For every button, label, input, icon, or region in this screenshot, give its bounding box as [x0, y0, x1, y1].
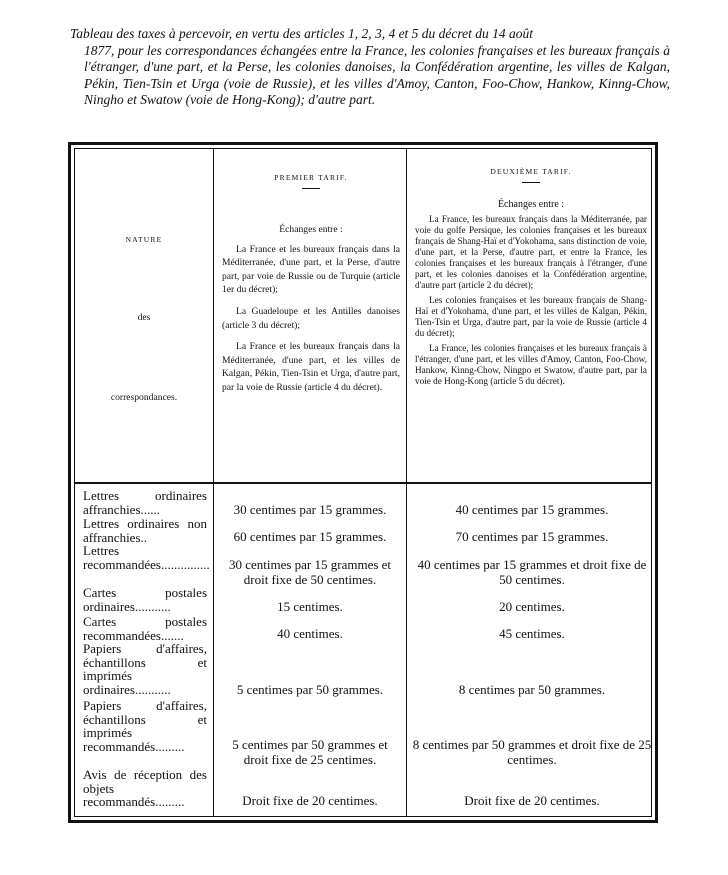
tarif-2-para: La France, les bureaux français dans la Méditerranée, par voie du golfe Persique, les colonies françaises et les bureaux français de Shang-Haï et d'Yokohama, sans distinction de voie, d'une part, et la Perse, d'autre part, et entre la France, les colonies françaises et les bureaux français à l'étranger, d'une part, et les colonies danoises et la Confédération argentine, d'autre part (article 2 du décret);	[415, 214, 647, 290]
tarif-2-value: 20 centimes.	[499, 599, 565, 614]
row-label: Papiers d'affaires, échantillons et imprimés recommandés.........	[83, 698, 207, 754]
table-caption	[70, 26, 670, 109]
tarif-1-title: PREMIER TARIF.	[274, 173, 348, 182]
row-label: Avis de réception des objets recommandés.........	[83, 767, 207, 810]
title-rule	[302, 188, 320, 189]
caption-first-line: Tableau des taxes à percevoir, en vertu des articles 1, 2, 3, 4 et 5 du décret du 14 août	[70, 26, 534, 41]
title-rule	[522, 182, 540, 183]
table-inner-border	[74, 148, 652, 817]
tarif-2-value: 8 centimes par 50 grammes et droit fixe de 25 centimes.	[412, 737, 652, 767]
row-label: Cartes postales ordinaires...........	[83, 585, 207, 614]
tarif-2-value: 40 centimes par 15 grammes et droit fixe de 50 centimes.	[417, 557, 647, 587]
row-label: Cartes postales recommandées.......	[83, 614, 207, 643]
tarif-2-intro: Échanges entre :	[497, 199, 565, 210]
header-divider	[75, 482, 651, 484]
row-label: Lettres ordinaires affranchies......	[83, 488, 207, 517]
row-label: Lettres ordinaires non affranchies..	[83, 516, 207, 545]
tarif-2-value: 8 centimes par 50 grammes.	[458, 682, 606, 697]
tarif-1-value: 60 centimes par 15 grammes.	[233, 529, 387, 544]
header-nature: NATURE	[125, 235, 163, 244]
tarif-1-value: 5 centimes par 50 grammes.	[236, 682, 384, 697]
tarif-2-para: Les colonies françaises et les bureaux français de Shang-Haï et d'Yokohama, d'une part, et les villes de Kalgan, Pékin, Tien-Tsin et Urga, d'autre part, par la voie de Russie (article 4 du décret);	[415, 295, 647, 338]
tarif-1-value: 40 centimes.	[277, 626, 343, 641]
tarif-1-header	[222, 173, 400, 403]
tarif-2-value: 70 centimes par 15 grammes.	[455, 529, 609, 544]
tarif-1-intro: Échanges entre :	[279, 224, 343, 235]
tarif-2-value: 40 centimes par 15 grammes.	[455, 502, 609, 517]
tarif-1-para: La Guadeloupe et les Antilles danoises (article 3 du décret);	[222, 305, 400, 331]
tarif-1-para: La France et les bureaux français dans la Méditerranée, d'une part, et les villes de Kalgan, Pékin, Tien-Tsin et Urga, d'autre part, par la voie de Russie (article 4 du décret).	[222, 341, 400, 393]
header-correspondances: correspondances.	[110, 392, 178, 403]
row-label: Lettres recommandées...............	[83, 543, 210, 572]
tarif-2-value: 45 centimes.	[499, 626, 565, 641]
tarif-2-value: Droit fixe de 20 centimes.	[464, 793, 600, 808]
tariff-table	[68, 142, 658, 823]
row-label: Papiers d'affaires, échantillons et imprimés ordinaires...........	[83, 641, 207, 697]
tarif-2-title: DEUXIÈME TARIF.	[490, 167, 572, 176]
tarif-1-value: 5 centimes par 50 grammes et droit fixe de 25 centimes.	[232, 737, 388, 767]
header-des: des	[137, 312, 151, 323]
tarif-2-para: La France, les colonies françaises et les bureaux français à l'étranger, d'une part, et les villes d'Amoy, Canton, Foo-Chow, Hankow, Kinng-Chow, Ningpo et Swatow, d'autre part, par la voie de Hong-Kong (article 5 du décret).	[415, 343, 647, 386]
tarif-1-value: 15 centimes.	[277, 599, 343, 614]
tarif-1-value: Droit fixe de 20 centimes.	[242, 793, 378, 808]
caption-continuation: 1877, pour les correspondances échangées entre la France, les colonies françaises et les bureaux français à l'étranger, d'une part, et la Perse, les colonies danoises, la Confédération argentine, les villes de Kalgan, Pékin, Tien-Tsin et Urga (voie de Russie), et les villes d'Amoy, Canton, Foo-Chow, Hankow, Kinng-Chow, Ningho et Swatow (voie de Hong-Kong); d'autre part.	[84, 42, 670, 108]
tarif-2-header	[415, 167, 647, 391]
tarif-1-value: 30 centimes par 15 grammes et droit fixe de 50 centimes.	[228, 557, 392, 587]
tarif-1-para: La France et les bureaux français dans la Méditerranée, d'une part, et la Perse, d'autre part, par voie de Russie ou de Turquie (article 1er du décret);	[222, 243, 400, 296]
tarif-1-value: 30 centimes par 15 grammes.	[233, 502, 387, 517]
